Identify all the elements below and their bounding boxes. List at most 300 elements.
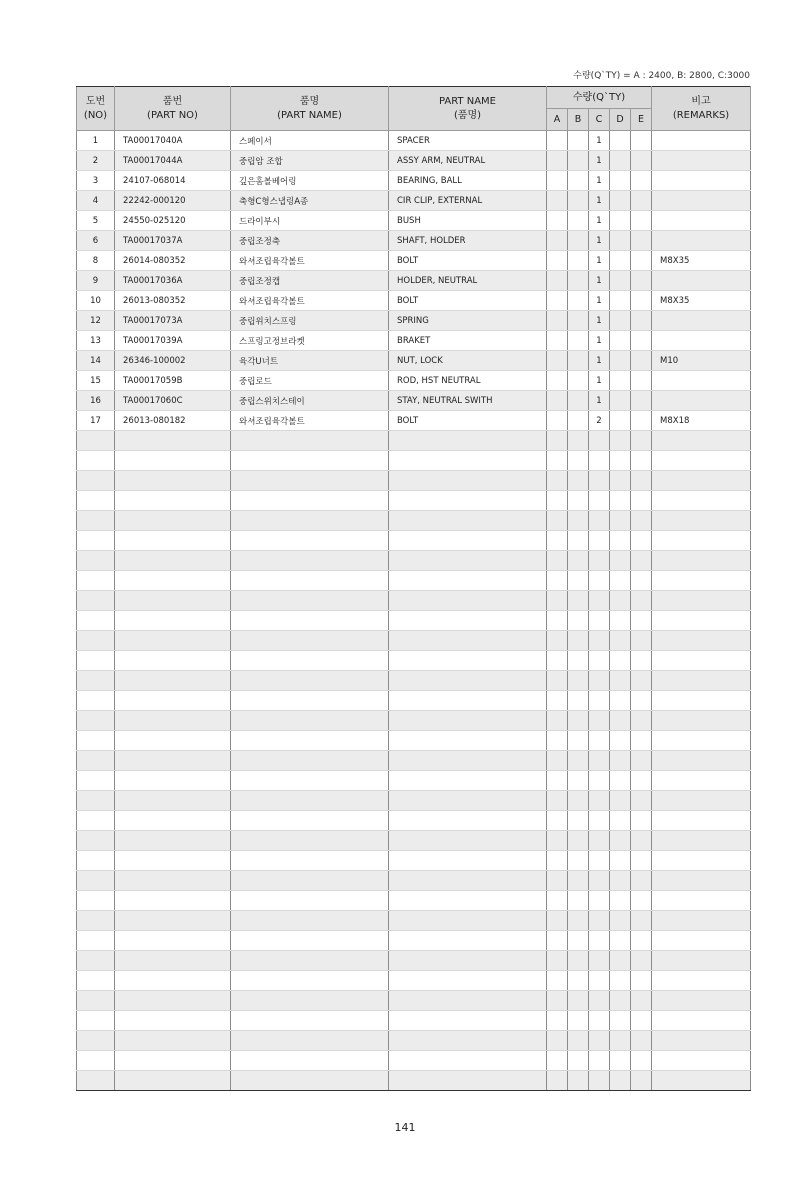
row-qty-d bbox=[610, 691, 631, 711]
row-qty-e bbox=[631, 531, 652, 551]
row-qty-a bbox=[547, 491, 568, 511]
row-part-no bbox=[115, 451, 231, 471]
row-qty-d bbox=[610, 831, 631, 851]
row-qty-a bbox=[547, 251, 568, 271]
row-remarks bbox=[652, 391, 751, 411]
header-part-name-kr-sub: (PART NAME) bbox=[277, 109, 342, 121]
row-no: 1 bbox=[77, 131, 115, 151]
header-qty-c: C bbox=[589, 109, 610, 131]
row-no bbox=[77, 731, 115, 751]
row-qty-e bbox=[631, 511, 652, 531]
row-part-name-kr: 중립조정캡 bbox=[231, 271, 389, 291]
empty-table-row bbox=[77, 1011, 751, 1031]
row-no bbox=[77, 451, 115, 471]
row-no bbox=[77, 931, 115, 951]
row-no bbox=[77, 971, 115, 991]
row-remarks bbox=[652, 531, 751, 551]
row-part-name-en bbox=[389, 771, 547, 791]
row-qty-b bbox=[568, 931, 589, 951]
row-qty-c: 2 bbox=[589, 411, 610, 431]
row-qty-a bbox=[547, 851, 568, 871]
row-qty-d bbox=[610, 811, 631, 831]
row-qty-e bbox=[631, 791, 652, 811]
row-qty-a bbox=[547, 411, 568, 431]
row-part-name-kr bbox=[231, 491, 389, 511]
header-remarks bbox=[652, 87, 751, 131]
row-part-name-kr: 와셔조립육각볼트 bbox=[231, 291, 389, 311]
row-qty-c: 1 bbox=[589, 371, 610, 391]
table-row bbox=[77, 351, 751, 371]
row-part-name-kr: 중립위치스프링 bbox=[231, 311, 389, 331]
row-no bbox=[77, 1031, 115, 1051]
table-row bbox=[77, 291, 751, 311]
row-qty-c bbox=[589, 891, 610, 911]
row-part-no bbox=[115, 871, 231, 891]
row-remarks: M8X18 bbox=[652, 411, 751, 431]
row-qty-b bbox=[568, 671, 589, 691]
row-no bbox=[77, 1071, 115, 1091]
row-remarks bbox=[652, 511, 751, 531]
row-qty-c bbox=[589, 811, 610, 831]
row-qty-c bbox=[589, 1011, 610, 1031]
table-row bbox=[77, 231, 751, 251]
row-qty-b bbox=[568, 131, 589, 151]
row-part-name-en bbox=[389, 451, 547, 471]
row-remarks bbox=[652, 631, 751, 651]
row-qty-e bbox=[631, 231, 652, 251]
row-no: 5 bbox=[77, 211, 115, 231]
row-qty-c bbox=[589, 1051, 610, 1071]
row-part-name-kr bbox=[231, 1031, 389, 1051]
row-qty-d bbox=[610, 391, 631, 411]
row-part-name-en bbox=[389, 611, 547, 631]
row-qty-c bbox=[589, 971, 610, 991]
row-no bbox=[77, 831, 115, 851]
row-qty-a bbox=[547, 651, 568, 671]
row-part-name-kr: 와셔조립육각볼트 bbox=[231, 411, 389, 431]
row-qty-a bbox=[547, 291, 568, 311]
empty-table-row bbox=[77, 631, 751, 651]
empty-table-row bbox=[77, 711, 751, 731]
header-part-no bbox=[115, 87, 231, 131]
row-qty-b bbox=[568, 791, 589, 811]
row-qty-a bbox=[547, 1051, 568, 1071]
row-qty-d bbox=[610, 651, 631, 671]
row-part-name-en bbox=[389, 471, 547, 491]
row-qty-d bbox=[610, 411, 631, 431]
row-part-name-en bbox=[389, 711, 547, 731]
empty-table-row bbox=[77, 811, 751, 831]
row-part-name-kr bbox=[231, 651, 389, 671]
row-remarks bbox=[652, 231, 751, 251]
row-qty-a bbox=[547, 371, 568, 391]
row-qty-a bbox=[547, 611, 568, 631]
row-qty-a bbox=[547, 691, 568, 711]
row-remarks bbox=[652, 971, 751, 991]
row-qty-c bbox=[589, 771, 610, 791]
row-qty-a bbox=[547, 451, 568, 471]
row-no bbox=[77, 431, 115, 451]
row-part-no bbox=[115, 671, 231, 691]
row-remarks bbox=[652, 791, 751, 811]
row-part-no: 26014-080352 bbox=[115, 251, 231, 271]
header-remarks-kr: 비고 bbox=[691, 95, 711, 107]
row-qty-e bbox=[631, 171, 652, 191]
row-remarks bbox=[652, 1051, 751, 1071]
row-qty-e bbox=[631, 331, 652, 351]
row-qty-c: 1 bbox=[589, 311, 610, 331]
row-part-name-kr bbox=[231, 1011, 389, 1031]
row-no: 13 bbox=[77, 331, 115, 351]
row-qty-a bbox=[547, 911, 568, 931]
row-part-no bbox=[115, 991, 231, 1011]
row-remarks bbox=[652, 211, 751, 231]
row-part-name-en bbox=[389, 791, 547, 811]
row-qty-b bbox=[568, 551, 589, 571]
row-qty-b bbox=[568, 411, 589, 431]
row-qty-b bbox=[568, 891, 589, 911]
row-qty-e bbox=[631, 471, 652, 491]
row-no bbox=[77, 851, 115, 871]
row-qty-d bbox=[610, 551, 631, 571]
row-qty-b bbox=[568, 751, 589, 771]
row-qty-b bbox=[568, 191, 589, 211]
row-qty-b bbox=[568, 911, 589, 931]
table-row bbox=[77, 211, 751, 231]
row-part-name-en: ASSY ARM, NEUTRAL bbox=[389, 151, 547, 171]
row-qty-b bbox=[568, 531, 589, 551]
row-no: 17 bbox=[77, 411, 115, 431]
row-qty-e bbox=[631, 431, 652, 451]
table-row bbox=[77, 171, 751, 191]
row-no: 16 bbox=[77, 391, 115, 411]
row-qty-a bbox=[547, 191, 568, 211]
row-qty-d bbox=[610, 131, 631, 151]
row-qty-a bbox=[547, 671, 568, 691]
row-qty-e bbox=[631, 951, 652, 971]
row-qty-e bbox=[631, 711, 652, 731]
empty-table-row bbox=[77, 951, 751, 971]
row-qty-b bbox=[568, 771, 589, 791]
row-qty-a bbox=[547, 931, 568, 951]
row-remarks bbox=[652, 951, 751, 971]
row-part-name-en bbox=[389, 571, 547, 591]
row-qty-e bbox=[631, 991, 652, 1011]
row-qty-d bbox=[610, 971, 631, 991]
table-row bbox=[77, 271, 751, 291]
row-qty-d bbox=[610, 911, 631, 931]
row-qty-a bbox=[547, 1031, 568, 1051]
row-qty-a bbox=[547, 971, 568, 991]
row-part-no: 26013-080352 bbox=[115, 291, 231, 311]
row-part-name-kr: 축형C형스냅링A종 bbox=[231, 191, 389, 211]
row-qty-c bbox=[589, 951, 610, 971]
row-qty-e bbox=[631, 271, 652, 291]
row-qty-a bbox=[547, 771, 568, 791]
row-qty-a bbox=[547, 271, 568, 291]
row-part-name-kr bbox=[231, 471, 389, 491]
row-no bbox=[77, 811, 115, 831]
row-qty-e bbox=[631, 451, 652, 471]
row-remarks bbox=[652, 871, 751, 891]
row-qty-e bbox=[631, 911, 652, 931]
row-qty-e bbox=[631, 551, 652, 571]
row-part-no bbox=[115, 511, 231, 531]
row-qty-b bbox=[568, 1031, 589, 1051]
row-qty-e bbox=[631, 871, 652, 891]
row-qty-c bbox=[589, 651, 610, 671]
row-qty-e bbox=[631, 151, 652, 171]
row-qty-c: 1 bbox=[589, 291, 610, 311]
row-qty-d bbox=[610, 371, 631, 391]
empty-table-row bbox=[77, 911, 751, 931]
row-part-name-kr: 깊은홈볼베어링 bbox=[231, 171, 389, 191]
row-qty-c bbox=[589, 931, 610, 951]
row-part-no bbox=[115, 711, 231, 731]
row-qty-d bbox=[610, 751, 631, 771]
row-qty-e bbox=[631, 211, 652, 231]
row-no bbox=[77, 611, 115, 631]
row-qty-b bbox=[568, 331, 589, 351]
row-qty-b bbox=[568, 211, 589, 231]
row-no bbox=[77, 951, 115, 971]
row-part-name-kr bbox=[231, 1071, 389, 1091]
row-part-no bbox=[115, 911, 231, 931]
row-part-name-en bbox=[389, 691, 547, 711]
row-part-name-kr: 스프링고정브라켓 bbox=[231, 331, 389, 351]
empty-table-row bbox=[77, 991, 751, 1011]
row-part-name-en: BOLT bbox=[389, 291, 547, 311]
row-part-name-en bbox=[389, 731, 547, 751]
row-part-name-kr bbox=[231, 991, 389, 1011]
row-remarks bbox=[652, 911, 751, 931]
row-qty-a bbox=[547, 891, 568, 911]
row-part-name-en: BRAKET bbox=[389, 331, 547, 351]
row-qty-c bbox=[589, 671, 610, 691]
row-qty-d bbox=[610, 151, 631, 171]
row-qty-d bbox=[610, 791, 631, 811]
row-part-no: 26346-100002 bbox=[115, 351, 231, 371]
row-qty-c bbox=[589, 451, 610, 471]
row-qty-c bbox=[589, 871, 610, 891]
row-remarks bbox=[652, 571, 751, 591]
row-no bbox=[77, 691, 115, 711]
row-remarks bbox=[652, 831, 751, 851]
row-qty-b bbox=[568, 631, 589, 651]
row-remarks bbox=[652, 811, 751, 831]
row-part-name-kr bbox=[231, 931, 389, 951]
row-qty-a bbox=[547, 791, 568, 811]
empty-table-row bbox=[77, 751, 751, 771]
row-qty-a bbox=[547, 511, 568, 531]
row-qty-b bbox=[568, 451, 589, 471]
table-row bbox=[77, 251, 751, 271]
row-remarks bbox=[652, 311, 751, 331]
row-qty-d bbox=[610, 771, 631, 791]
row-no bbox=[77, 491, 115, 511]
row-qty-b bbox=[568, 511, 589, 531]
row-qty-d bbox=[610, 671, 631, 691]
row-qty-b bbox=[568, 491, 589, 511]
row-qty-d bbox=[610, 351, 631, 371]
row-part-no: TA00017060C bbox=[115, 391, 231, 411]
row-qty-b bbox=[568, 851, 589, 871]
row-qty-b bbox=[568, 471, 589, 491]
row-part-name-kr bbox=[231, 711, 389, 731]
row-part-name-en bbox=[389, 1031, 547, 1051]
row-qty-d bbox=[610, 991, 631, 1011]
empty-table-row bbox=[77, 471, 751, 491]
table-row bbox=[77, 311, 751, 331]
row-qty-e bbox=[631, 291, 652, 311]
row-qty-c bbox=[589, 751, 610, 771]
row-remarks bbox=[652, 771, 751, 791]
row-part-name-en bbox=[389, 851, 547, 871]
row-part-name-en: SPACER bbox=[389, 131, 547, 151]
row-remarks bbox=[652, 1071, 751, 1091]
header-qty-e: E bbox=[631, 109, 652, 131]
row-qty-e bbox=[631, 731, 652, 751]
row-part-no bbox=[115, 931, 231, 951]
empty-table-row bbox=[77, 791, 751, 811]
row-qty-e bbox=[631, 411, 652, 431]
row-part-name-kr: 중립암 조합 bbox=[231, 151, 389, 171]
row-part-name-en bbox=[389, 1071, 547, 1091]
row-no: 4 bbox=[77, 191, 115, 211]
empty-table-row bbox=[77, 511, 751, 531]
empty-table-row bbox=[77, 1051, 751, 1071]
row-qty-a bbox=[547, 1071, 568, 1091]
row-qty-d bbox=[610, 491, 631, 511]
row-no: 14 bbox=[77, 351, 115, 371]
row-qty-a bbox=[547, 831, 568, 851]
row-qty-b bbox=[568, 311, 589, 331]
row-qty-a bbox=[547, 631, 568, 651]
row-qty-c: 1 bbox=[589, 211, 610, 231]
row-part-no bbox=[115, 851, 231, 871]
row-qty-a bbox=[547, 171, 568, 191]
row-no bbox=[77, 551, 115, 571]
row-qty-a bbox=[547, 131, 568, 151]
row-qty-d bbox=[610, 591, 631, 611]
row-qty-d bbox=[610, 611, 631, 631]
row-qty-b bbox=[568, 371, 589, 391]
row-qty-b bbox=[568, 951, 589, 971]
row-qty-e bbox=[631, 651, 652, 671]
row-qty-c bbox=[589, 851, 610, 871]
row-qty-b bbox=[568, 611, 589, 631]
row-qty-a bbox=[547, 431, 568, 451]
row-remarks bbox=[652, 191, 751, 211]
row-qty-e bbox=[631, 1071, 652, 1091]
row-qty-a bbox=[547, 591, 568, 611]
row-qty-c: 1 bbox=[589, 391, 610, 411]
row-qty-c: 1 bbox=[589, 191, 610, 211]
header-no-kr: 도번 bbox=[85, 95, 106, 107]
row-part-name-kr bbox=[231, 791, 389, 811]
empty-table-row bbox=[77, 971, 751, 991]
row-qty-e bbox=[631, 971, 652, 991]
row-no: 10 bbox=[77, 291, 115, 311]
row-no: 8 bbox=[77, 251, 115, 271]
row-remarks bbox=[652, 331, 751, 351]
row-qty-e bbox=[631, 591, 652, 611]
empty-table-row bbox=[77, 451, 751, 471]
row-qty-e bbox=[631, 371, 652, 391]
row-no bbox=[77, 591, 115, 611]
header-part-name-kr bbox=[231, 87, 389, 131]
row-qty-b bbox=[568, 271, 589, 291]
row-remarks bbox=[652, 151, 751, 171]
row-part-name-kr: 중립스위치스테이 bbox=[231, 391, 389, 411]
empty-table-row bbox=[77, 831, 751, 851]
row-qty-a bbox=[547, 991, 568, 1011]
row-qty-e bbox=[631, 671, 652, 691]
row-part-name-en bbox=[389, 871, 547, 891]
header-part-name-kr-title: 품명 bbox=[299, 95, 320, 107]
row-qty-c bbox=[589, 791, 610, 811]
row-qty-a bbox=[547, 871, 568, 891]
row-qty-d bbox=[610, 171, 631, 191]
row-part-name-en bbox=[389, 931, 547, 951]
row-remarks bbox=[652, 591, 751, 611]
row-qty-d bbox=[610, 251, 631, 271]
row-qty-c bbox=[589, 431, 610, 451]
row-qty-c bbox=[589, 511, 610, 531]
row-part-name-kr bbox=[231, 851, 389, 871]
empty-table-row bbox=[77, 611, 751, 631]
row-qty-b bbox=[568, 591, 589, 611]
row-qty-d bbox=[610, 431, 631, 451]
row-remarks bbox=[652, 671, 751, 691]
row-no bbox=[77, 1051, 115, 1071]
row-part-no bbox=[115, 811, 231, 831]
row-part-no bbox=[115, 551, 231, 571]
row-part-name-en bbox=[389, 991, 547, 1011]
row-part-no bbox=[115, 591, 231, 611]
row-part-no bbox=[115, 891, 231, 911]
row-qty-c bbox=[589, 591, 610, 611]
empty-table-row bbox=[77, 551, 751, 571]
row-qty-b bbox=[568, 571, 589, 591]
header-part-name-en bbox=[389, 87, 547, 131]
row-no: 9 bbox=[77, 271, 115, 291]
row-part-name-en: STAY, NEUTRAL SWITH bbox=[389, 391, 547, 411]
row-qty-e bbox=[631, 191, 652, 211]
empty-table-row bbox=[77, 531, 751, 551]
row-qty-e bbox=[631, 751, 652, 771]
empty-table-row bbox=[77, 591, 751, 611]
row-qty-c: 1 bbox=[589, 231, 610, 251]
row-part-no: TA00017044A bbox=[115, 151, 231, 171]
row-qty-c bbox=[589, 831, 610, 851]
row-part-name-kr bbox=[231, 1051, 389, 1071]
row-qty-e bbox=[631, 851, 652, 871]
row-qty-e bbox=[631, 691, 652, 711]
row-qty-d bbox=[610, 531, 631, 551]
row-qty-d bbox=[610, 1071, 631, 1091]
row-qty-d bbox=[610, 571, 631, 591]
row-part-name-en: HOLDER, NEUTRAL bbox=[389, 271, 547, 291]
row-no bbox=[77, 891, 115, 911]
row-remarks bbox=[652, 851, 751, 871]
row-remarks bbox=[652, 991, 751, 1011]
row-qty-c: 1 bbox=[589, 351, 610, 371]
parts-table bbox=[76, 86, 751, 1091]
table-row bbox=[77, 391, 751, 411]
row-qty-d bbox=[610, 891, 631, 911]
row-no: 2 bbox=[77, 151, 115, 171]
